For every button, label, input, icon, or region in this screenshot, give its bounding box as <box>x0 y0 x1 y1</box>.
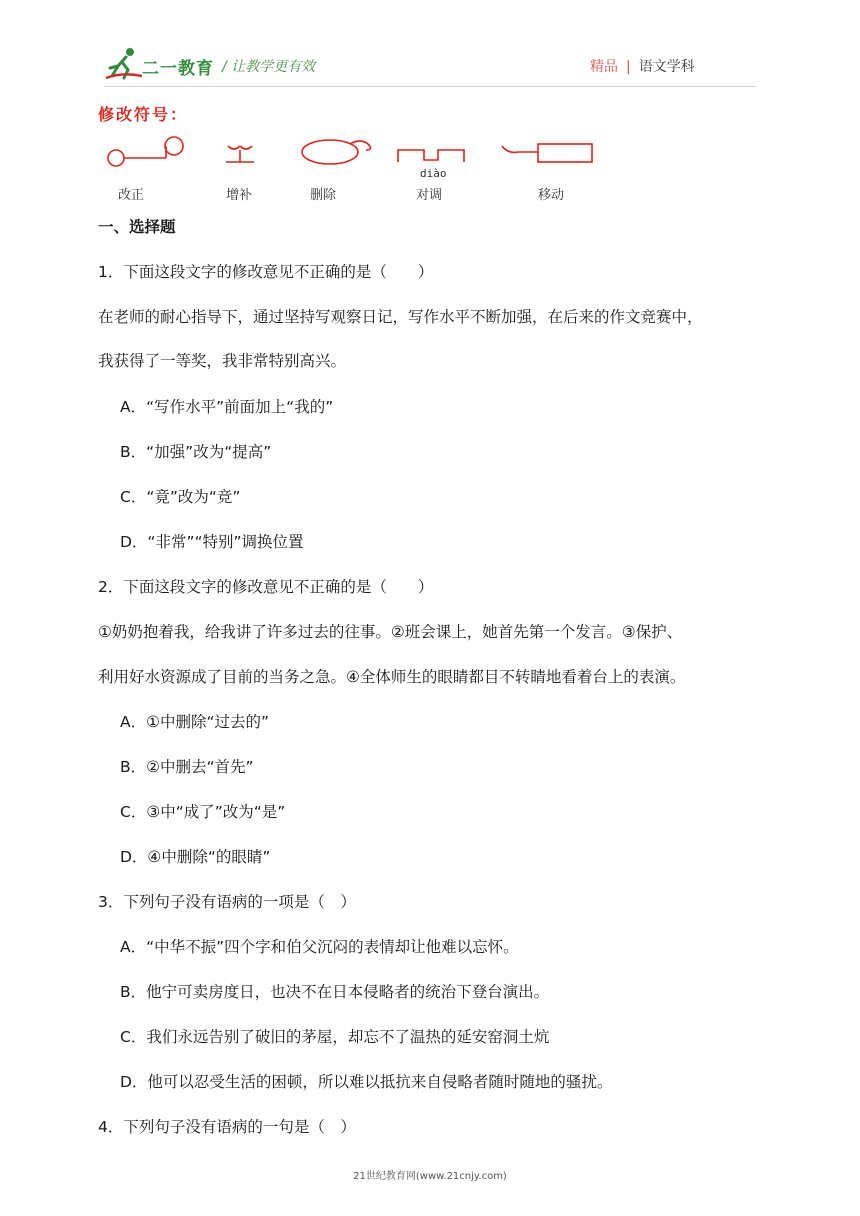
label-insert: 增补 <box>226 188 253 203</box>
question-stem: 2．下面这段文字的修改意见不正确的是（ ） <box>98 578 434 596</box>
header-tag <box>590 56 695 76</box>
tag-separator: | <box>626 59 631 75</box>
label-correct: 改正 <box>118 188 145 203</box>
slogan: / 让教学更有效 <box>222 59 316 75</box>
answer-option: D．他可以忍受生活的困顿，所以难以抵抗来自侵略者随时随地的骚扰。 <box>120 1073 613 1091</box>
quality-tag: 精品 <box>590 59 618 75</box>
answer-option: B．“加强”改为“提高” <box>120 443 272 461</box>
answer-option: C．“竟”改为“竞” <box>120 488 241 506</box>
page-footer: 21世纪教育网(www.21cnjy.com) <box>353 1171 507 1182</box>
question-stem: 4．下列句子没有语病的一句是（ ） <box>98 1118 356 1136</box>
answer-option: D．④中删除“的眼睛” <box>120 848 271 866</box>
runner-logo-icon <box>104 46 144 82</box>
question-stem: 1．下面这段文字的修改意见不正确的是（ ） <box>98 263 434 281</box>
answer-option: D．“非常”“特别”调换位置 <box>120 533 304 551</box>
answer-option: B．②中删去“首先” <box>120 758 254 776</box>
answer-option: A．“写作水平”前面加上“我的” <box>120 398 334 416</box>
question-passage: 在老师的耐心指导下，通过坚持写观察日记，写作水平不断加强，在后来的作文竞赛中， <box>98 308 703 326</box>
label-delete: 删除 <box>310 188 337 203</box>
subject-label: 语文学科 <box>638 59 695 75</box>
symbols-title: 修改符号： <box>98 105 189 124</box>
answer-option: A．①中删除“过去的” <box>120 713 270 731</box>
label-move: 移动 <box>538 188 565 203</box>
label-swap: 对调 <box>416 188 443 203</box>
answer-option: C．③中“成了”改为“是” <box>120 803 286 821</box>
correction-marks-icon <box>98 132 618 182</box>
question-passage: 利用好水资源成了目前的当务之急。④全体师生的眼睛都目不转睛地看着台上的表演。 <box>98 668 686 686</box>
question-stem: 3．下列句子没有语病的一项是（ ） <box>98 893 356 911</box>
correction-symbols <box>98 132 618 202</box>
question-passage: 我获得了一等奖，我非常特别高兴。 <box>98 352 347 370</box>
page-header <box>0 0 860 96</box>
answer-option: B．他宁可卖房度日，也决不在日本侵略者的统治下登台演出。 <box>120 983 550 1001</box>
logo-text: 二一教育 <box>142 59 214 79</box>
pinyin-diao: diào <box>420 167 447 180</box>
answer-option: C．我们永远告别了破旧的茅屋，却忘不了温热的延安窑洞土炕 <box>120 1028 550 1046</box>
section-title: 一、选择题 <box>98 218 176 236</box>
header-divider <box>104 86 756 87</box>
answer-option: A．“中华不振”四个字和伯父沉闷的表情却让他难以忘怀。 <box>120 938 519 956</box>
question-passage: ①奶奶抱着我，给我讲了许多过去的往事。②班会课上，她首先第一个发言。③保护、 <box>98 623 683 641</box>
